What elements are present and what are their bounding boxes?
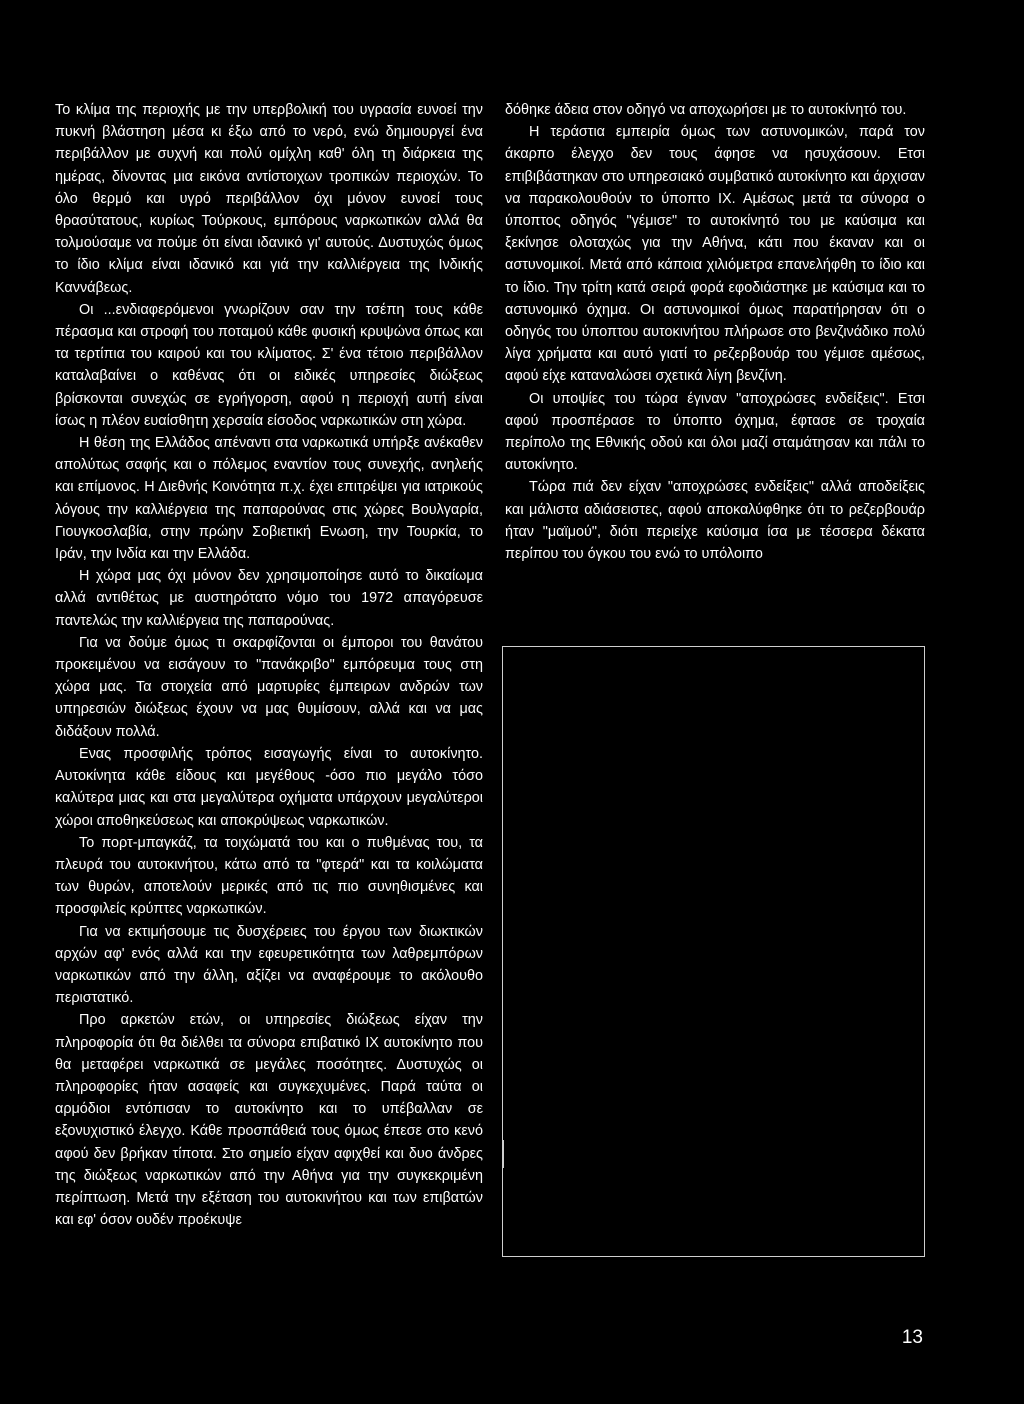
paragraph: Τώρα πιά δεν είχαν "αποχρώσες ενδείξεις" αλλά αποδείξεις και μάλιστα αδιάσειστες, αφού αποκαλύφθηκε ότι το ρεζερβουάρ ήταν "μαϊμού", διότι περιείχε καύσιμα ίσα με τέσσερα δέκατα περίπου του όγκου του ενώ το υπόλοιπο — [505, 479, 925, 563]
paragraph: Για να εκτιμήσουμε τις δυσχέρειες του έργου των διωκτικών αρχών αφ' ενός αλλά και την εφευρετικότητα των λαθρεμπόρων ναρκωτικών από την άλλη, αξίζει να αναφέρουμε το ακόλουθο περιστατικό. — [55, 923, 483, 1007]
paragraph: Η θέση της Ελλάδος απέναντι στα ναρκωτικά υπήρξε ανέκαθεν απολύτως σαφής και ο πόλεμος εναντίον τους συνεχής, ανηλεής και επίμονος. Η Διεθνής Κοινότητα π.χ. έχει επιτρέψει για ιατρικούς λόγους την καλλιέργεια της παπαρούνας στις χώρες Βουλγαρία, Γιουγκοσλαβία, στην πρώην Σοβιετική Ενωση, την Τουρκία, το Ιράν, την Ινδία και την Ελλάδα. — [55, 435, 483, 563]
paragraph: δόθηκε άδεια στον οδηγό να αποχωρήσει με το αυτοκίνητό του. — [505, 102, 907, 118]
article-left-column — [55, 99, 483, 1231]
frame-mark — [503, 1140, 504, 1168]
paragraph: Οι υποψίες του τώρα έγιναν "αποχρώσες ενδείξεις". Ετσι αφού προσπέρασε το ύποπτο όχημα, έφτασε σε τροχαία περίπολο της Εθνικής οδού και όλοι μαζί σταμάτησαν και πάλι το αυτοκίνητο. — [505, 390, 925, 474]
paragraph: Οι ...ενδιαφερόμενοι γνωρίζουν σαν την τσέπη τους κάθε πέρασμα και στροφή του ποταμού κάθε φυσική κρυψώνα όπως και τα τερτίπια του καιρού και του κλίματος. Σ' ένα τέτοιο περιβάλλον καταλαβαίνει ο καθένας ότι οι ειδικές υπηρεσίες διώξεως βρίσκονται συνεχώς σε εγρήγορση, αφού η περιοχή αυτή είναι ίσως η πλέον ευαίσθητη χερσαία είσοδος ναρκωτικών στη χώρα. — [55, 301, 483, 429]
paragraph: Η χώρα μας όχι μόνον δεν χρησιμοποίησε αυτό το δικαίωμα αλλά αντιθέτως με αυστηρότατο νόμο του 1972 απαγόρευσε παντελώς την καλλιέργεια της παπαρούνας. — [55, 568, 483, 629]
frame-mark — [924, 1140, 925, 1168]
image-placeholder-frame — [502, 646, 925, 1257]
paragraph: Για να δούμε όμως τι σκαρφίζονται οι έμποροι του θανάτου προκειμένου να εισάγουν το "πανάκριβο" εμπόρευμα τους στη χώρα μας. Τα στοιχεία από μαρτυρίες έμπειρων ανδρών των υπηρεσιών διώξεως έχουν να μας θυμίσουν, αλλά και να μας διδάξουν πολλά. — [55, 634, 483, 740]
paragraph: Προ αρκετών ετών, οι υπηρεσίες διώξεως είχαν την πληροφορία ότι θα διέλθει τα σύνορα επιβατικό ΙΧ αυτοκίνητο που θα μεταφέρει ναρκωτικά σε μεγάλες ποσότητες. Δυστυχώς οι πληροφορίες ήταν ασαφείς και συγκεχυμένες. Παρά ταύτα οι αρμόδιοι εντόπισαν το αυτοκίνητο και το υπέβαλλαν σε εξονυχιστικό έλεγχο. Κάθε προσπάθειά τους όμως έπεσε στο κενό αφού δεν βρήκαν τίποτα. Στο σημείο είχαν αφιχθεί και δυο άνδρες της διώξεως ναρκωτικών από την Αθήνα για την συγκεκριμένη περίπτωση. Μετά την εξέταση του αυτοκινήτου και των επιβατών και εφ' όσον ουδέν προέκυψε — [55, 1012, 483, 1229]
paragraph: Το πορτ-μπαγκάζ, τα τοιχώματά του και ο πυθμένας του, τα πλευρά του αυτοκινήτου, κάτω από τα "φτερά" και τα κοιλώματα των θυρών, αποτελούν μερικές από τις πιο συνηθισμένες και προσφιλείς κρύπτες ναρκωτικών. — [55, 834, 483, 918]
page-number: 13 — [901, 1327, 923, 1348]
paragraph: Το κλίμα της περιοχής με την υπερβολική του υγρασία ευνοεί την πυκνή βλάστηση μέσα κι έξω από το νερό, ενώ δημιουργεί ένα περιβάλλον με συχνή και πολύ ομίχλη καθ' όλη τη διάρκεια της ημέρας, δίνοντας μια εικόνα αντίστοιχων τροπικών περιοχών. Το όλο θερμό και υγρό περιβάλλον όχι μόνον ευνοεί τους θρασύτατους, κυρίως Τούρκους, εμπόρους ναρκωτικών αλλά θα τολμούσαμε να πούμε ότι είναι ιδανικό γι' αυτούς. Δυστυχώς όμως το ίδιο κλίμα είναι ιδανικό και γιά την καλλιέργεια της Ινδικής Καννάβεως. — [55, 102, 483, 296]
paragraph: Η τεράστια εμπειρία όμως των αστυνομικών, παρά τον άκαρπο έλεγχο δεν τους άφησε να ησυχάσουν. Ετσι επιβιβάστηκαν στο υπηρεσιακό συμβατικό αυτοκίνητο και άρχισαν να παρακολουθούν το ύποπτο ΙΧ. Αμέσως μετά τα σύνορα ο ύποπτος οδηγός "γέμισε" το αυτοκίνητό του με καύσιμα και ξεκίνησε ολοταχώς για την Αθήνα, κάτι που έκαναν και οι αστυνομικοί. Μετά από κάποια χιλιόμετρα επανελήφθη το ίδιο και το ίδιο. Την τρίτη κατά σειρά φορά εφοδιάστηκε με καύσιμα και το αστυνομικό όχημα. Οι αστυνομικοί όμως παρατήρησαν ότι ο οδηγός του ύποπτου αυτοκινήτου πλήρωσε στο βενζινάδικο πολύ λίγα χρήματα και αυτό γιατί το ρεζερβουάρ του γέμισε αμέσως, αφού είχε καταναλώσει σχετικά λίγη βενζίνη. — [505, 124, 925, 385]
paragraph: Ενας προσφιλής τρόπος εισαγωγής είναι το αυτοκίνητο. Αυτοκίνητα κάθε είδους και μεγέθους -όσο πιο μεγάλο τόσο καλύτερα μιας και στα μεγαλύτερα οχήματα υπάρχουν μεγαλύτεροι χώροι αποθηκεύσεως και αποκρύψεως ναρκωτικών. — [55, 745, 483, 829]
article-right-column — [505, 99, 925, 565]
